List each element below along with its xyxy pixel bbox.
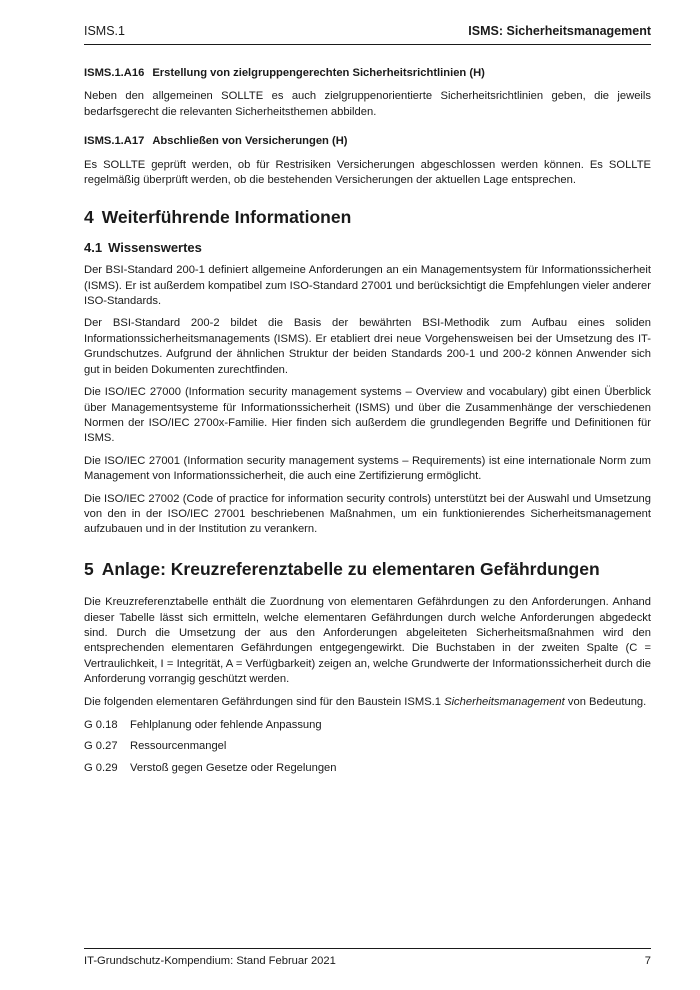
paragraph-bsi-200-1: Der BSI-Standard 200-1 definiert allgemeine Anforderungen an ein Managementsystem für Informationssicherheit (ISMS). Er ist außerdem kompatibel zum ISO-Standard 27001 und berücksichtigt die Empfehlungen vieler anderer ISO-Standards. bbox=[84, 264, 651, 308]
subsection-number: 4.1 bbox=[84, 239, 103, 255]
paragraph-iso-27001: Die ISO/IEC 27001 (Information security management systems – Requirements) ist eine internationale Norm zum Management von Informationssicherheit, die auch eine Zertifizierung ermöglicht. bbox=[84, 454, 651, 483]
subsection-title: Wissenswertes bbox=[108, 239, 202, 255]
page-number: 7 bbox=[644, 955, 651, 967]
subsection-4-1-heading bbox=[84, 240, 651, 255]
section-number: 5 bbox=[84, 558, 94, 579]
paragraph-cross-reference: Die Kreuzreferenztabelle enthält die Zuordnung von elementaren Gefährdungen zu den Anforderungen. Anhand dieser Tabelle lässt sich ermitteln, welche elementaren Gefährdungen durch welche Anforderungen abgedeckt sind. Durch die Umsetzung der aus den Anforderungen abgeleiteten Sicherheitsmaßnahmen wird den entsprechenden elementaren Gefährdungen entgegengewirkt. Die Buchstaben in der zweiten Spalte (C = Vertraulichkeit, I = Integrität, A = Verfügbarkeit) zeigen an, welche Grundwerte der Informationssicherheit durch die Anforderung vorrangig geschützt werden. bbox=[84, 596, 651, 686]
header-module: ISMS.1 bbox=[84, 24, 125, 38]
requirement-code: ISMS.1.A17 bbox=[84, 135, 145, 148]
requirement-title-text: Abschließen von Versicherungen (H) bbox=[152, 135, 348, 148]
section-title: Weiterführende Informationen bbox=[101, 207, 352, 228]
paragraph-bsi-200-2: Der BSI-Standard 200-2 bildet die Basis der bewährten BSI-Methodik zum Aufbau eines soliden Informationssicherheitsmanagements (ISMS). Er etabliert drei neue Vorgehensweisen bei der Umsetzung des IT-Grundschutzes. Aufgrund der ähnlichen Struktur der beiden Standards 200-1 und 200-2 können Anwender sich gut in beiden Dokumenten zurechtfinden. bbox=[84, 317, 651, 376]
requirement-code: ISMS.1.A16 bbox=[84, 67, 145, 79]
section-4-heading bbox=[84, 207, 651, 228]
requirement-title-text: Erstellung von zielgruppengerechten Sicherheitsrichtlinien (H) bbox=[152, 67, 485, 79]
section-title: Anlage: Kreuzreferenztabelle zu elementaren Gefährdungen bbox=[101, 558, 600, 579]
paragraph-threats-intro bbox=[84, 695, 651, 710]
requirement-a16 bbox=[84, 66, 651, 120]
threat-label: Fehlplanung oder fehlende Anpassung bbox=[130, 719, 322, 731]
threat-code: G 0.29 bbox=[84, 761, 118, 774]
intro-text-end: von Bedeutung. bbox=[564, 695, 647, 708]
section-5-heading bbox=[84, 558, 651, 579]
requirement-text: Neben den allgemeinen SOLLTE es auch zielgruppenorientierte Sicherheitsrichtlinien geben, die jeweils bedarfsgerecht die relevanten Sicherheitsthemen abbilden. bbox=[84, 90, 651, 118]
intro-text: Die folgenden elementaren Gefährdungen sind für den Baustein ISMS.1 bbox=[84, 695, 445, 708]
section-number: 4 bbox=[84, 207, 94, 228]
requirement-a17 bbox=[84, 134, 651, 188]
list-item bbox=[84, 761, 651, 776]
list-item bbox=[84, 739, 651, 754]
list-item bbox=[84, 718, 651, 733]
footer-text: IT-Grundschutz-Kompendium: Stand Februar 2021 bbox=[84, 955, 336, 967]
requirement-title bbox=[84, 134, 651, 149]
threat-code: G 0.18 bbox=[84, 719, 118, 731]
threat-list bbox=[84, 718, 651, 776]
header-title: ISMS: Sicherheitsmanagement bbox=[468, 24, 651, 38]
threat-label: Ressourcenmangel bbox=[130, 740, 227, 753]
threat-label: Verstoß gegen Gesetze oder Regelungen bbox=[130, 761, 337, 774]
requirement-title bbox=[84, 66, 651, 81]
paragraph-iso-27000: Die ISO/IEC 27000 (Information security management systems – Overview and vocabulary) gibt einen Überblick über Managementsysteme für Informationssicherheit (ISMS) und über die Zusammenhänge der verschiedenen Normen der ISO/IEC 2700x-Familie. Hier finden sich außerdem die grundlegenden Begriffe und Definitionen für ISMS. bbox=[84, 386, 651, 445]
paragraph-iso-27002: Die ISO/IEC 27002 (Code of practice for information security controls) unterstützt bei der Auswahl und Umsetzung von den in der ISO/IEC 27001 beschriebenen Maßnahmen, um ein funktionierendes Sicherheitsmanagement aufzubauen und in der Institution zu verankern. bbox=[84, 492, 651, 536]
page-footer bbox=[84, 948, 651, 969]
threat-code: G 0.27 bbox=[84, 740, 118, 753]
page-header bbox=[84, 22, 651, 45]
module-name-emphasis: Sicherheitsmanagement bbox=[444, 695, 565, 708]
requirement-text: Es SOLLTE geprüft werden, ob für Restrisiken Versicherungen abgeschlossen werden können. Es SOLLTE regelmäßig überprüft werden, ob die bestehenden Versicherungen der aktuellen Lage entsprechen. bbox=[84, 158, 651, 187]
page-content bbox=[84, 62, 651, 782]
